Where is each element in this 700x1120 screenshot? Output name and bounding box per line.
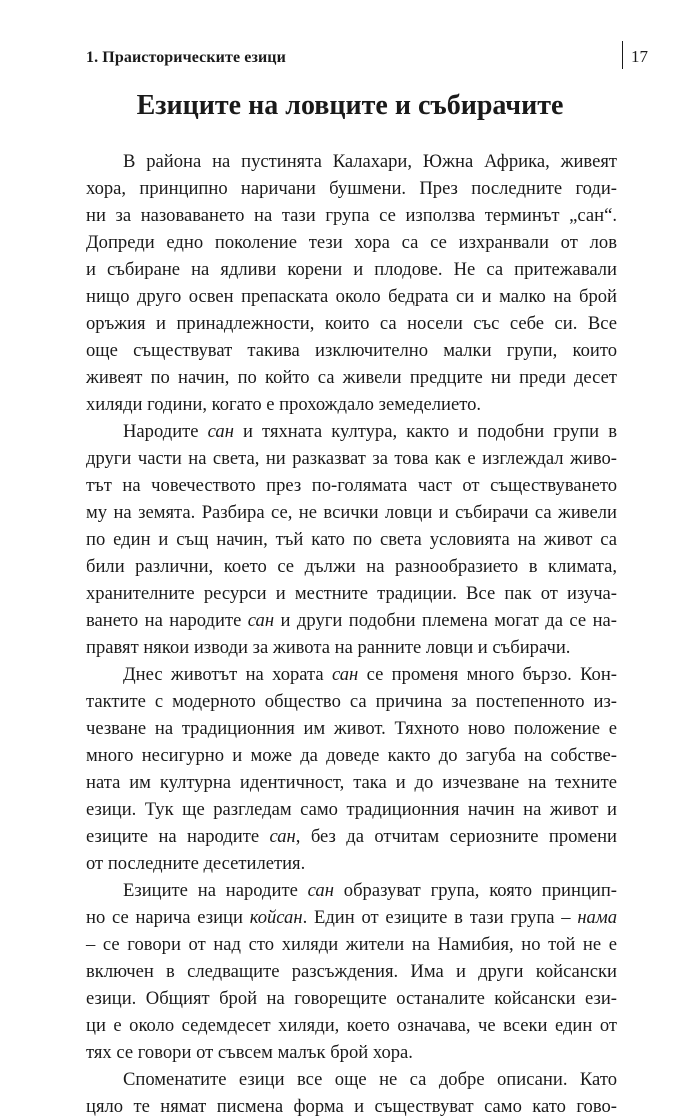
text-run: му на земята. Разбира се, не всички ловци и събирачи са живели (86, 502, 617, 523)
text-line (86, 958, 617, 985)
text-line (86, 877, 617, 904)
text-line (86, 337, 617, 364)
text-run: Езиците на народите (123, 880, 308, 901)
text-line (86, 1039, 617, 1066)
text-line (86, 580, 617, 607)
italic-term: нама (577, 907, 617, 928)
text-run: ни за назоваването на тази група се използва терминът „сан“. (86, 205, 617, 226)
text-run: и тяхната култура, както и подобни групи в (233, 421, 617, 442)
text-run: езици. Общият брой на говорещите останалите койсански ези- (86, 988, 617, 1009)
text-run: Споменатите езици все още не са добре описани. Като (123, 1069, 617, 1090)
text-run: цяло те нямат писмена форма и съществуват само като гово- (86, 1096, 617, 1117)
body-text (86, 148, 617, 1120)
text-line (86, 634, 617, 661)
text-run: тактите с модерното общество са причина за постепенното из- (86, 691, 617, 712)
text-line (86, 661, 617, 688)
text-run: включен в следващите разсъждения. Има и други койсански (86, 961, 617, 982)
text-run: и събиране на ядливи корени и плодове. Не са притежавали (86, 259, 617, 280)
text-line (86, 472, 617, 499)
text-run: чезване на традиционния им живот. Тяхното ново положение е (86, 718, 617, 739)
text-line (86, 769, 617, 796)
text-line (86, 526, 617, 553)
text-run: правят някои изводи за живота на ранните ловци и събирачи. (86, 637, 571, 658)
text-line (86, 1012, 617, 1039)
text-line (86, 256, 617, 283)
text-run: още съществуват такива изключително малки групи, които (86, 340, 617, 361)
text-run: се променя много бързо. Кон- (358, 664, 617, 685)
text-run: . Един от езиците в тази група – (302, 907, 578, 928)
text-run: били различни, което се дължи на разнообразието в климата, (86, 556, 617, 577)
text-line (86, 499, 617, 526)
text-line (86, 391, 617, 418)
text-line (86, 607, 617, 634)
text-run: Допреди едно поколение тези хора са се изхранвали от лов (86, 232, 617, 253)
text-line (86, 931, 617, 958)
text-line (86, 715, 617, 742)
text-run: , без да отчитам сериозните промени (295, 826, 617, 847)
text-line (86, 904, 617, 931)
text-run: други части на света, ни разказват за това как е изглеждал живо- (86, 448, 617, 469)
text-line (86, 796, 617, 823)
text-run: ването на народите (86, 610, 248, 631)
italic-term: сан (269, 826, 296, 847)
text-run: много несигурно и може да доведе както до загуба на собстве- (86, 745, 617, 766)
text-run: по един и същ начин, тъй като по света условията на живот са (86, 529, 617, 550)
text-line (86, 850, 617, 877)
italic-term: сан (307, 880, 334, 901)
text-run: хранителните ресурси и местните традиции. Все пак от изуча- (86, 583, 617, 604)
text-run: но се нарича езици (86, 907, 250, 928)
text-run: тях се говори от съвсем малък брой хора. (86, 1042, 413, 1063)
text-line (86, 688, 617, 715)
text-run: живеят по начин, по който са живели предците ни преди десет (86, 367, 617, 388)
text-run: езиците на народите (86, 826, 270, 847)
text-run: и други подобни племена могат да се на- (274, 610, 617, 631)
text-line (86, 310, 617, 337)
text-line (86, 553, 617, 580)
text-run: тът на човечеството през по-голямата част от съществуването (86, 475, 617, 496)
italic-term: сан (331, 664, 359, 685)
text-run: от последните десетилетия. (86, 853, 306, 874)
text-run: ци е около седемдесет хиляди, което означава, че всеки един от (86, 1015, 617, 1036)
text-run: оръжия и принадлежности, които са носели със себе си. Все (86, 313, 617, 334)
italic-term: койсан (249, 907, 303, 928)
text-line (86, 1093, 617, 1120)
text-line (86, 175, 617, 202)
italic-term: сан (247, 610, 275, 631)
text-run: – се говори от над сто хиляди жители на Намибия, но той не е (86, 934, 617, 955)
text-run: ната им културна идентичност, така и до изчезване на техните (86, 772, 617, 793)
folio-divider (622, 41, 623, 69)
italic-term: сан (207, 421, 234, 442)
text-line (86, 418, 617, 445)
text-run: хора, принципно наричани бушмени. През последните годи- (86, 178, 617, 199)
text-line (86, 1066, 617, 1093)
text-line (86, 985, 617, 1012)
text-run: Днес животът на хората (123, 664, 332, 685)
text-run: хиляди години, когато е прохождало земеделието. (86, 394, 482, 415)
text-line (86, 364, 617, 391)
text-run: образуват група, която принцип- (333, 880, 617, 901)
text-run: езици. Тук ще разгледам само традиционния начин на живот и (86, 799, 617, 820)
text-line (86, 229, 617, 256)
text-line (86, 823, 617, 850)
text-line (86, 202, 617, 229)
page-number: 17 (631, 47, 648, 66)
text-run: Народите (123, 421, 208, 442)
text-run: В района на пустинята Калахари, Южна Африка, живеят (123, 151, 617, 172)
text-line (86, 445, 617, 472)
running-head: 1. Праисторическите езици (86, 49, 286, 66)
text-line (86, 283, 617, 310)
text-line (86, 742, 617, 769)
text-run: нищо друго освен препаската около бедрата си и малко на брой (86, 286, 617, 307)
chapter-title: Езиците на ловците и събирачите (136, 90, 564, 121)
text-line (86, 148, 617, 175)
